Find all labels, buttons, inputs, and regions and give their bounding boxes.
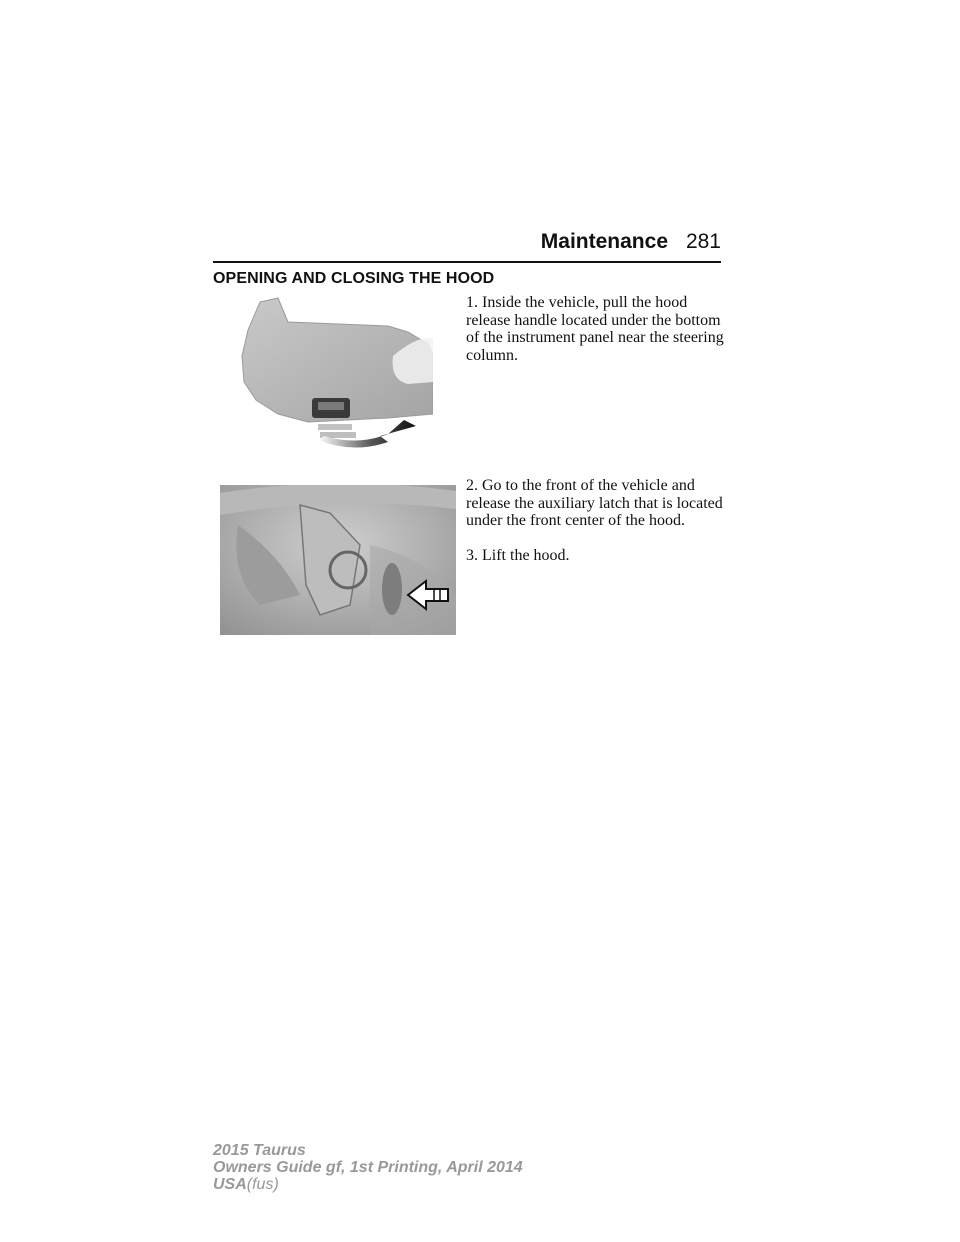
page-footer bbox=[213, 1142, 523, 1193]
footer-country: USA bbox=[213, 1176, 247, 1193]
auxiliary-latch-illustration bbox=[220, 485, 456, 635]
page-number: 281 bbox=[685, 230, 721, 253]
step-3-text: 3. Lift the hood. bbox=[466, 547, 570, 564]
step-1-text: 1. Inside the vehicle, pull the hood release handle located under the bottom of the instrument panel near the steering column. bbox=[466, 294, 724, 364]
footer-model: 2015 Taurus bbox=[213, 1142, 306, 1159]
page-header bbox=[213, 228, 721, 262]
header-rule bbox=[213, 261, 721, 263]
footer-market bbox=[213, 1176, 523, 1193]
section-heading: OPENING AND CLOSING THE HOOD bbox=[213, 270, 495, 287]
footer-market-code: (fus) bbox=[246, 1176, 279, 1193]
step-2-text: 2. Go to the front of the vehicle and release the auxiliary latch that is located under the front center of the hood. bbox=[466, 477, 723, 529]
section-title: Maintenance bbox=[540, 230, 668, 253]
hood-release-illustration bbox=[238, 296, 433, 452]
footer-edition: Owners Guide gf, 1st Printing, April 2014 bbox=[213, 1159, 523, 1176]
